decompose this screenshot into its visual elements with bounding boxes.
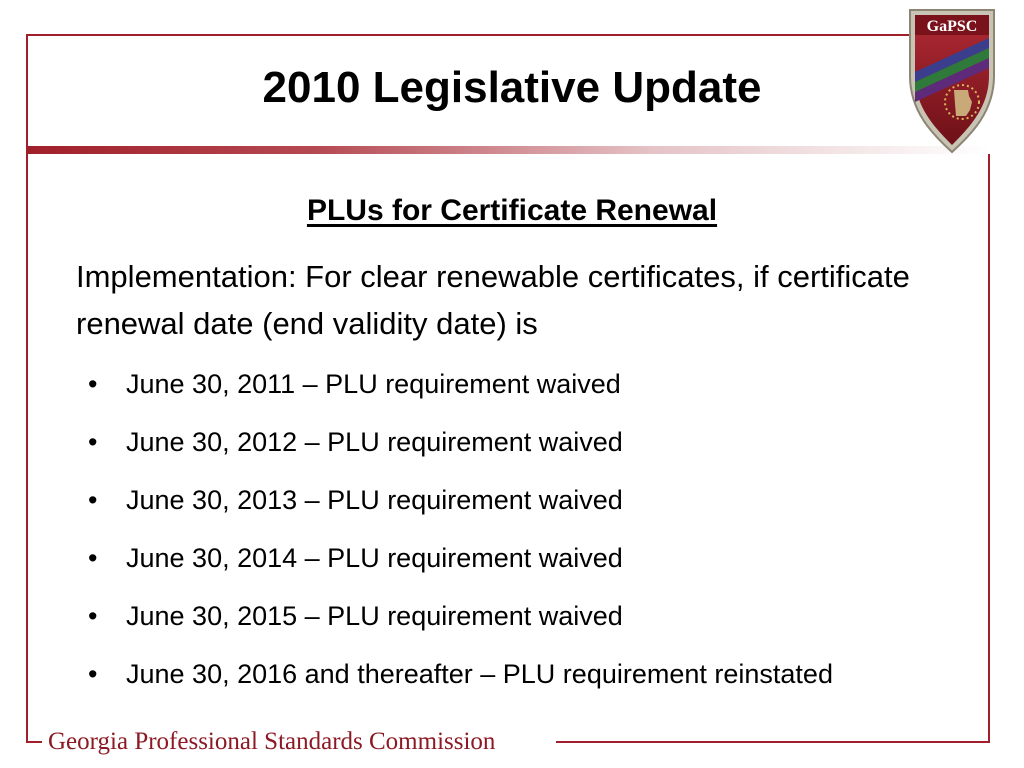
bullet-item [82,422,982,480]
georgia-shield-logo-icon [906,6,998,156]
bullet-item [82,596,982,654]
frame-right-border [988,150,990,742]
bullet-item [82,364,982,422]
bullet-text: June 30, 2015 – PLU requirement waived [126,601,623,631]
slide-subtitle-text: PLUs for Certificate Renewal [306,194,718,227]
intro-paragraph: Implementation: For clear renewable certificates, if certificate renewal date (end validity date) is [76,259,910,341]
logo-name: GaPSC [926,18,978,35]
bullet-icon: • [88,485,98,515]
bullet-text: June 30, 2014 – PLU requirement waived [126,543,623,573]
bullet-icon: • [88,369,98,399]
frame-top-border [26,34,910,36]
bullet-text: June 30, 2011 – PLU requirement waived [126,369,621,399]
frame-left-border [26,34,28,742]
bullet-item [82,480,982,538]
frame-bottom-border-left [26,741,42,743]
footer-organization: Georgia Professional Standards Commission [48,728,496,755]
title-divider [26,146,990,154]
bullet-text: June 30, 2012 – PLU requirement waived [126,427,623,457]
frame-bottom-border-right [556,741,990,743]
slide-subtitle [0,190,1024,232]
bullet-icon: • [88,659,98,689]
bullet-icon: • [88,543,98,573]
bullet-text: June 30, 2013 – PLU requirement waived [126,485,623,515]
bullet-item [82,538,982,596]
slide-title: 2010 Legislative Update [262,63,762,112]
bullet-list [82,364,982,712]
bullet-icon: • [88,601,98,631]
bullet-text: June 30, 2016 and thereafter – PLU requirement reinstated [126,659,833,689]
bullet-item [82,654,982,712]
bullet-icon: • [88,427,98,457]
